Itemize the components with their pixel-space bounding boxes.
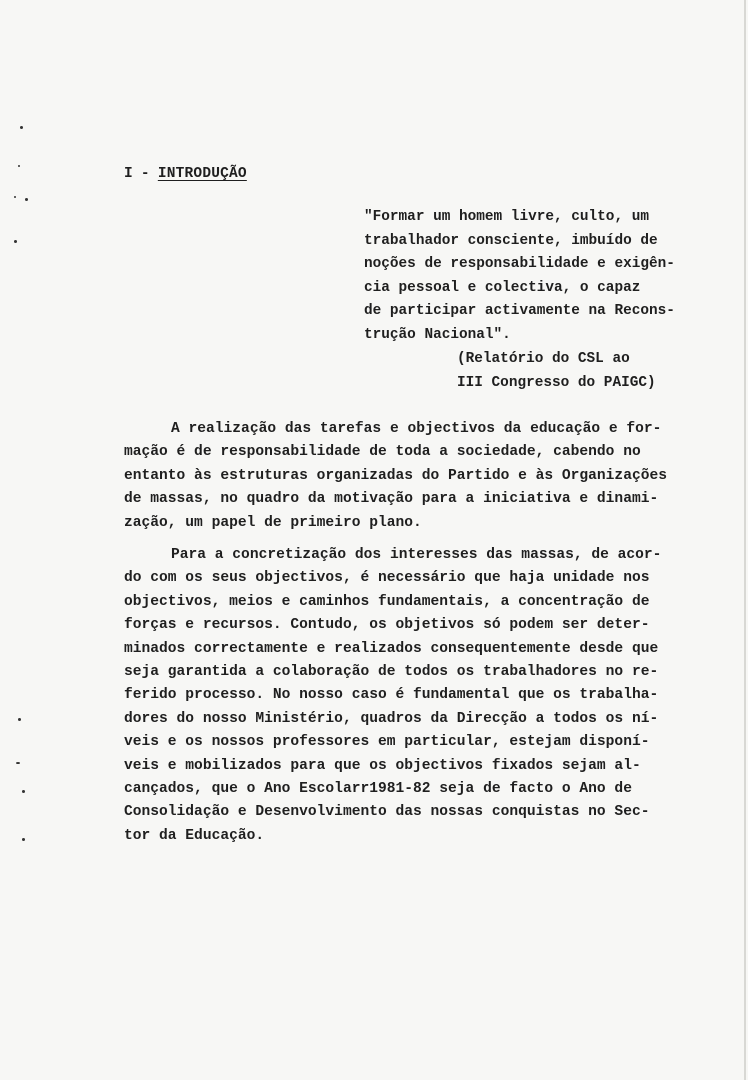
margin-speck (14, 240, 17, 243)
epigraph-line: de participar activamente na Recons- (364, 303, 675, 319)
citation-line: III Congresso do PAIGC) (457, 374, 656, 391)
margin-speck (22, 790, 25, 793)
paragraph-line: ferido processo. No nosso caso é fundamental que os trabalha- (124, 687, 659, 704)
body-paragraph (124, 418, 704, 535)
paragraph-line: Consolidação e Desenvolvimento das nossas conquistas no Sec- (124, 804, 650, 821)
margin-speck (22, 838, 25, 841)
page-edge-shadow (744, 0, 746, 1080)
section-dash: - (140, 166, 150, 182)
body-paragraph (124, 544, 704, 848)
margin-speck (18, 165, 20, 167)
margin-speck (20, 126, 23, 129)
section-title: INTRODUÇÃO (157, 166, 247, 182)
paragraph-line: de massas, no quadro da motivação para a iniciativa e dinami- (124, 491, 659, 508)
paragraph-line: A realização das tarefas e objectivos da educação e for- (171, 421, 662, 437)
paragraph-line: cançados, que o Ano Escolarr1981-82 seja de facto o Ano de (124, 781, 632, 798)
epigraph-line: cia pessoal e colectiva, o capaz (364, 279, 641, 296)
paragraph-line: veis e os nossos professores em particular, estejam disponí- (124, 734, 650, 751)
section-number: I (124, 166, 133, 182)
paragraph-line: tor da Educação. (124, 827, 265, 844)
margin-speck (14, 196, 16, 198)
paragraph-line: entanto às estruturas organizadas do Partido e às Organizações (124, 467, 667, 484)
paragraph-line: do com os seus objectivos, é necessário que haja unidade nos (124, 570, 650, 587)
margin-speck (25, 198, 28, 201)
paragraph-line: mação é de responsabilidade de toda a sociedade, cabendo no (124, 444, 641, 461)
paragraph-line: minados correctamente e realizados consequentemente desde que (124, 640, 659, 657)
paragraph-line: veis e mobilizados para que os objectivos fixados sejam al- (124, 757, 641, 774)
paragraph-line: zação, um papel de primeiro plano. (124, 514, 422, 531)
epigraph-quote (364, 206, 709, 347)
paragraph-line: dores do nosso Ministério, quadros da Direcção a todos os ní- (124, 710, 659, 727)
paragraph-line: objectivos, meios e caminhos fundamentais, a concentração de (124, 593, 650, 610)
margin-speck (18, 718, 21, 721)
citation-line: (Relatório do CSL ao (457, 351, 630, 367)
paragraph-line: Para a concretização dos interesses das massas, de acor- (171, 547, 662, 563)
margin-speck (16, 762, 20, 764)
paragraph-line: seja garantida a colaboração de todos os trabalhadores no re- (124, 664, 659, 681)
epigraph-line: "Formar um homem livre, culto, um (364, 209, 649, 225)
epigraph-line: trução Nacional". (364, 326, 511, 343)
epigraph-line: noções de responsabilidade e exigên- (364, 256, 675, 272)
epigraph-citation (457, 348, 656, 395)
paragraph-line: forças e recursos. Contudo, os objetivos só podem ser deter- (124, 617, 650, 634)
section-heading (124, 166, 247, 182)
epigraph-line: trabalhador consciente, imbuído de (364, 232, 658, 249)
